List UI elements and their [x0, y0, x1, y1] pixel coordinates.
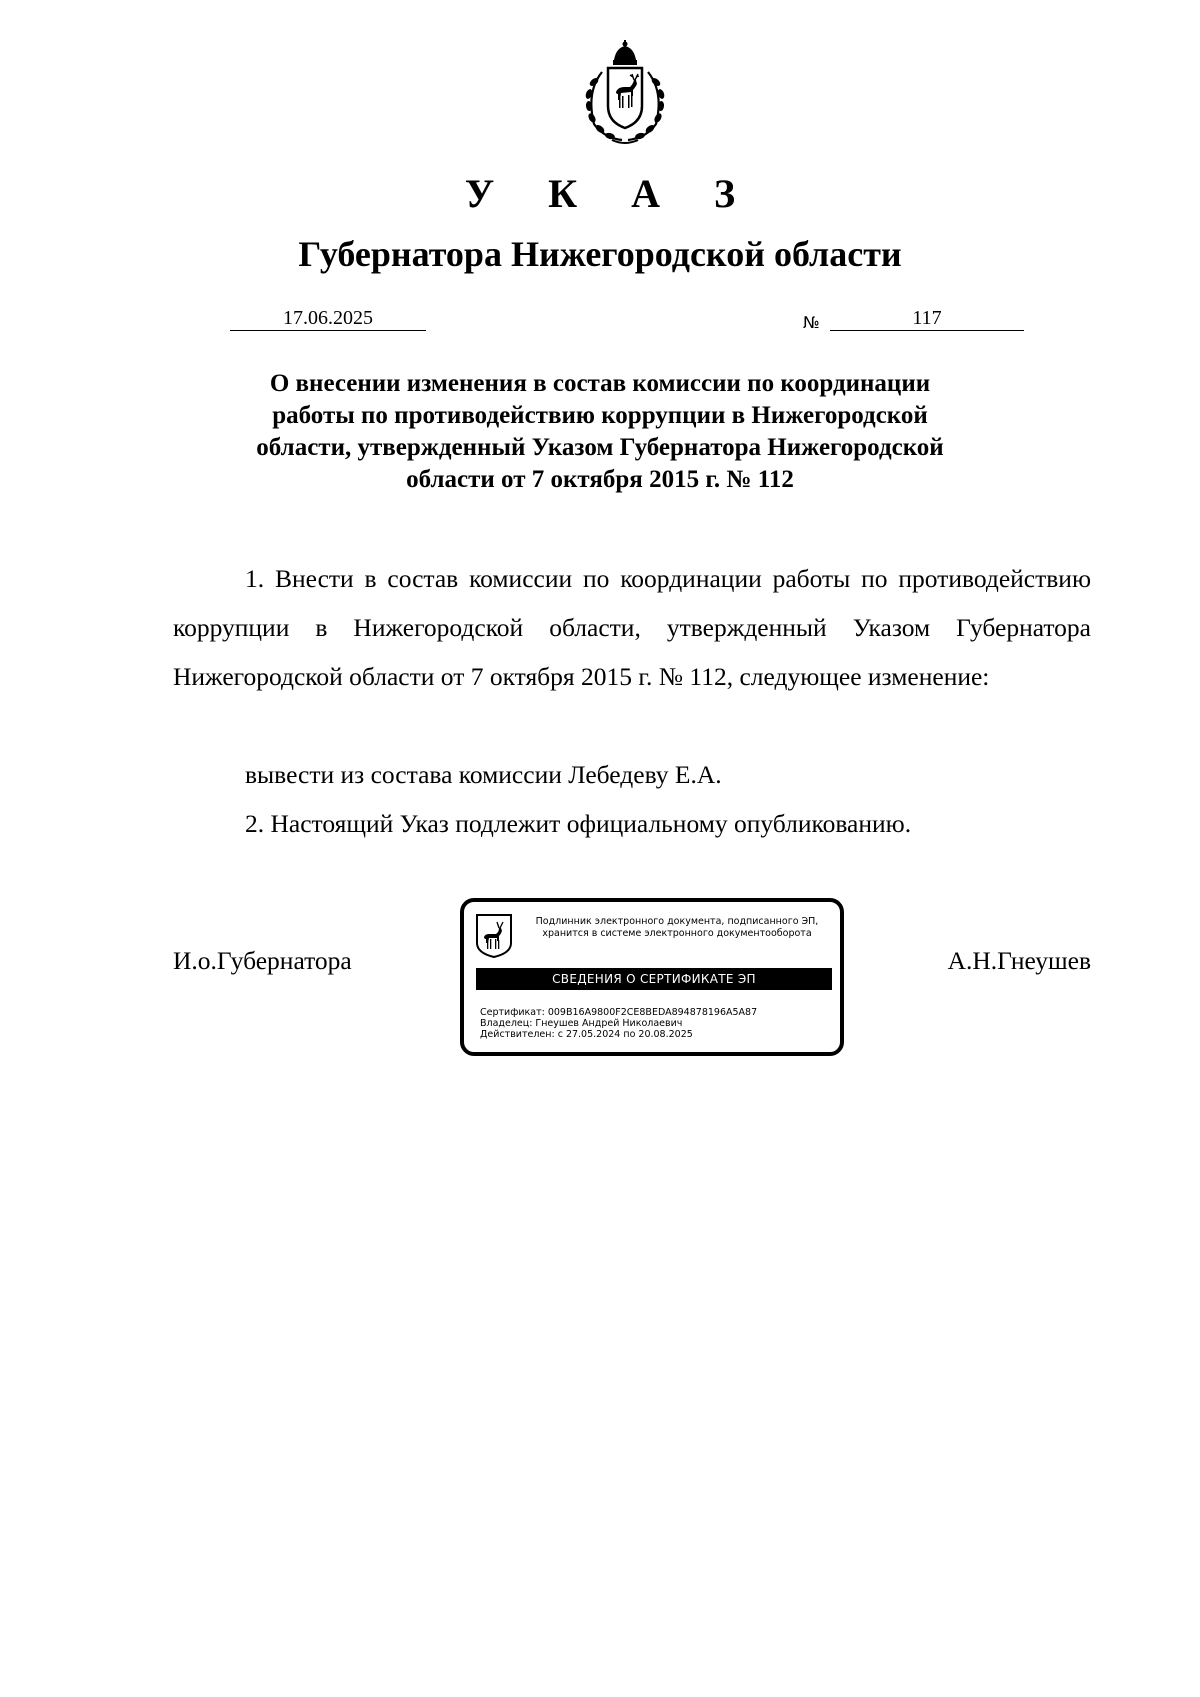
signature-position: И.о.Губернатора	[173, 946, 352, 975]
coat-of-arms-icon	[572, 40, 678, 146]
electronic-signature-stamp	[460, 898, 844, 1056]
stamp-certificate: Сертификат: 009B16A9800F2CE8BEDA894878196A5A87	[480, 1007, 758, 1018]
deer-shield-icon	[475, 913, 513, 959]
subject-line: области от 7 октября 2015 г. № 112	[406, 466, 794, 493]
paragraph-1: 1. Внести в состав комиссии по координации работы по противодействию коррупции в Нижегородской области, утвержденный Указом Губернатора Нижегородской области от 7 октября 2015 г. № 112, следующее изменение:	[173, 564, 1091, 691]
issuer-title: Губернатора Нижегородской области	[298, 234, 902, 274]
stamp-owner: Владелец: Гнеушев Андрей Николаевич	[480, 1018, 683, 1029]
document-number: 117	[830, 306, 1024, 331]
decree-title: У К А З	[464, 171, 758, 216]
subject-line: О внесении изменения в состав комиссии по координации	[269, 370, 931, 397]
stamp-header-line: хранится в системе электронного документооборота	[542, 928, 812, 939]
signature-name: А.Н.Гнеушев	[947, 946, 1091, 975]
document-subject	[200, 368, 1000, 496]
subject-line: работы по противодействию коррупции в Нижегородской	[272, 402, 928, 429]
paragraph-1-item: вывести из состава комиссии Лебедеву Е.А.	[245, 760, 722, 789]
stamp-header	[520, 916, 834, 940]
subject-line: области, утвержденный Указом Губернатора Нижегородской	[256, 434, 944, 461]
stamp-header-line: Подлинник электронного документа, подписанного ЭП,	[535, 916, 819, 927]
paragraph-2: 2. Настоящий Указ подлежит официальному опубликованию.	[245, 809, 912, 838]
document-date: 17.06.2025	[230, 306, 426, 331]
stamp-validity: Действителен: с 27.05.2024 по 20.08.2025	[480, 1029, 693, 1040]
stamp-details	[480, 1007, 757, 1040]
number-label: №	[803, 313, 820, 332]
stamp-title-bar: СВЕДЕНИЯ О СЕРТИФИКАТЕ ЭП	[476, 968, 832, 990]
